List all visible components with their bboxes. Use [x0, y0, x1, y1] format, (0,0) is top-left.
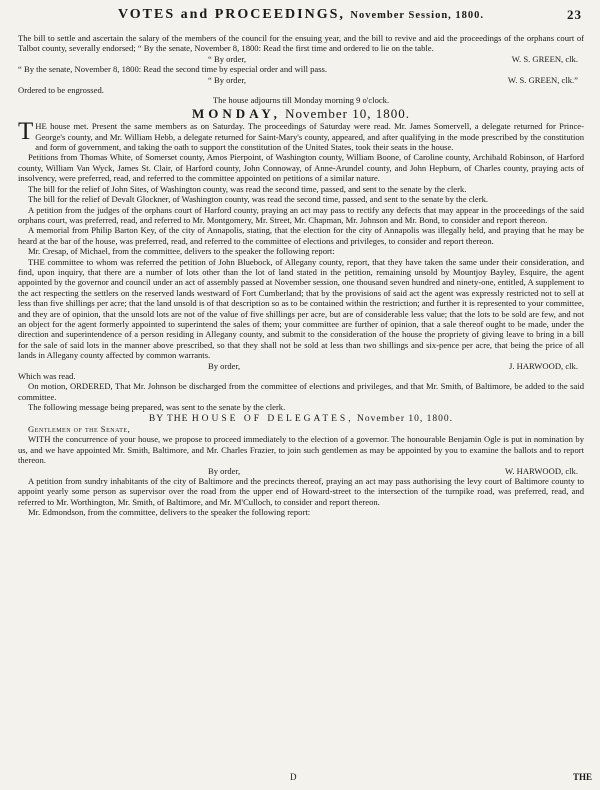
catchword: THE [572, 772, 592, 782]
clerk-name: W. S. GREEN, clk.” [507, 74, 578, 85]
engrossed-line: Ordered to be engrossed. [18, 85, 104, 96]
day-name: MONDAY, [192, 105, 281, 121]
bill-paragraph: The bill to settle and ascertain the salary of the members of the council for the ensuing year, and the bill to revive and aid the proceedings of the orphans court of Talbot county, severally endorsed; “ By the senate, November 8, 1800: Read the first time and ordered to lie on the table. [18, 33, 584, 54]
salutation: Gentlemen of the Senate, [28, 424, 131, 435]
message-intro: The following message being prepared, was sent to the senate by the clerk. [28, 402, 286, 413]
day-date: November 10, 1800. [285, 105, 410, 121]
paragraph-edmondson-report: Mr. Edmondson, from the committee, delivers to the speaker the following report: [28, 507, 311, 518]
page-header [18, 7, 584, 32]
signature-block-1 [18, 54, 584, 64]
signature-mark: D [290, 772, 297, 782]
paragraph-house-met [18, 121, 584, 152]
motion-paragraph: On motion, ORDERED, That Mr. Johnson be discharged from the committee of elections and privileges, and that Mr. Smith, of Baltimore, be added to the said committee. [18, 381, 584, 402]
clerk-name: W. HARWOOD, clk. [505, 465, 578, 476]
paragraph-sites-bill: The bill for the relief of John Sites, of Washington county, was read the second time, passed, and sent to the senate by the clerk. [28, 183, 467, 194]
by-order-label: By order, [208, 360, 241, 371]
clerk-name: W. S. GREEN, clk. [511, 53, 578, 64]
paragraph-glockner-bill: The bill for the relief of Devalt Glockner, of Washington county, was read the second time, passed, and sent to the senate by the clerk. [28, 194, 489, 205]
house-heading-by: BY THE [148, 413, 189, 424]
by-order-label: “ By order, [208, 74, 247, 85]
signature-block-2 [18, 75, 584, 85]
paragraph-key-memorial: A memorial from Philip Barton Key, of the city of Annapolis, stating, that the election for the city of Annapolis was illegally held, and praying that he may be heard at the bar of the house, was preferred, read, and referred to the committee of elections and privileges, to consider and report thereon. [18, 225, 584, 246]
page-number: 23 [567, 7, 582, 22]
by-order-label: By order, [208, 465, 241, 476]
house-heading [18, 414, 584, 424]
which-read-line: Which was read. [18, 371, 76, 381]
signature-block-4 [18, 466, 584, 476]
drop-cap: T [18, 121, 34, 146]
message-body: WITH the concurrence of your house, we propose to proceed immediately to the election of a governor. The honourable Benjamin Ogle is put in nomination by us, and we have appointed Mr. Smith, Baltimore, and Mr. Charles Frazier, to join such gentlemen as may be appointed by you to examine the ballots and to report thereon. [18, 434, 584, 466]
house-heading-date: November 10, 1800. [356, 413, 454, 424]
signature-block-3 [18, 361, 584, 371]
paragraph-harford-orphans: A petition from the judges of the orphans court of Harford county, praying an act may pass to rectify any defects that may appear in the proceedings of the said orphans court, was preferred, read, and referred to Mr. Montgomery, Mr. Street, Mr. Chapman, Mr. Johnson and Mr. Bond, to consider and report thereon. [18, 204, 584, 225]
running-title-main: VOTES and PROCEEDINGS, [117, 7, 345, 22]
running-title [117, 7, 485, 22]
adjournment-line: The house adjourns till Monday morning 9 o'clock. [212, 95, 390, 106]
senate-line: “ By the senate, November 8, 1800: Read the second time by especial order and will pass. [18, 64, 328, 75]
paragraph-committee-report: THE committee to whom was referred the petition of John Bluebock, of Allegany county, report, that they have taken the same under their consideration, and find, upon inquiry, that there are a number of lots other than the lot of land stated in the petition, remaining unsold by Mountjoy Bayley, Esquire, the agent appointed by the governor and council under an act of assembly passed at November session, one thousand seven hundred and ninety-one, entitled, A supplement to the act respecting the settlers on the reserved lands westward of Fort Cumberland; that by the provisions of said act the agent was expressly restricted not to sell at less than five shillings per acre; that the land unsold is of that description so as to be contained within the restriction; and further it is represented to your committee, and they are of opinion, that the unsold lots are not of the value of five shillings per acre, but are of considerable less value; that the lots to be sold are few, and not an object for the agent formerly appointed to superintend the sales of them; your committee are further of opinion, that a sale thereof ought to be made, under the direction and superintendence of a person residing in Allegany county, and submit to the consideration of the house the propriety of giving leave to bring in a bill for the sale of said lots in the manner above prescribed, so that they shall not be sold at less than two shillings and six-pence per acre, that being the price of all lands in Allegany county affected by common warrants. [18, 256, 584, 361]
paragraph-baltimore-petition: A petition from sundry inhabitants of the city of Baltimore and the precincts thereof, praying an act may pass authorising the levy court of Baltimore county to appoint yearly some person as supervisor over the road from the upper end of Howard-street to the intersection of the turnpike road, was preferred, read, and referred to Mr. Worthington, Mr. Smith, of Baltimore, and Mr. M'Culloch, to consider and report thereon. [18, 476, 584, 507]
day-heading [18, 105, 584, 121]
paragraph-text: HE house met. Present the same members as on Saturday. The proceedings of Saturday were read. Mr. James Somervell, a delegate returned for Prince-George's county, and Mr. William Hebb, a delegate returned for Saint-Mary's county, appeared, and after qualifying in the mode prescribed by the constitution and form of government, and taking the oath to support the constitution of the United States, took their seats in the house. [35, 121, 584, 153]
house-heading-name: HOUSE OF DELEGATES, [191, 413, 354, 424]
paragraph-insolvency-petitions: Petitions from Thomas White, of Somerset county, Amos Pierpoint, of Washington county, William Boone, of Caroline county, Archibald Robinson, of Harford county, William Van Wyck, James St. Clair, of Harford county, John Connoway, of Anne-Arundel county, and John Hepburn, of Charles county, praying acts of insolvency, were preferred, read, and referred to the committee appointed on petitions of a similar nature. [18, 152, 584, 184]
running-title-session: November Session, 1800. [350, 10, 485, 21]
paragraph-cresap-report: Mr. Cresap, of Michael, from the committee, delivers to the speaker the following report: [28, 246, 335, 257]
by-order-label: “ By order, [208, 53, 247, 64]
clerk-name: J. HARWOOD, clk. [509, 360, 578, 371]
